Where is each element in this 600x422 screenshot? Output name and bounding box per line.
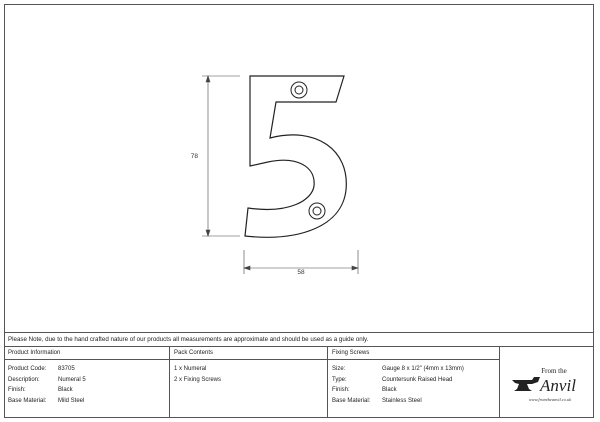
- table-row: [8, 385, 86, 396]
- list-item: 1 x Numeral: [174, 366, 207, 372]
- table-row: [332, 364, 464, 375]
- product-information-section: [4, 347, 170, 418]
- screw-hole-top: [291, 82, 307, 98]
- screw-hole-bottom: [309, 203, 325, 219]
- row-value: 83705: [58, 366, 75, 372]
- height-dimension: [202, 76, 240, 236]
- row-label: Base Material:: [332, 397, 371, 404]
- from-the-anvil-logo: [500, 347, 594, 419]
- row-value: Black: [58, 387, 73, 393]
- pack-contents-section: [170, 347, 328, 418]
- row-label: Description:: [8, 376, 40, 383]
- list-item: 2 x Fixing Screws: [174, 376, 222, 383]
- row-value: Countersunk Raised Head: [382, 376, 453, 383]
- product-information-table: [8, 364, 86, 406]
- table-row: [332, 385, 464, 396]
- logo-url-text: www.fromtheanvil.co.uk: [528, 397, 572, 402]
- row-label: Size:: [332, 366, 346, 372]
- row-label: Type:: [332, 376, 347, 383]
- product-information-heading: Product Information: [4, 347, 169, 360]
- row-label: Product Code:: [8, 366, 47, 372]
- pack-contents-list: [174, 364, 327, 385]
- fixing-screws-table: [332, 364, 464, 406]
- row-value: Mild Steel: [58, 397, 85, 404]
- table-row: [8, 364, 86, 375]
- row-value: Numeral 5: [58, 376, 86, 383]
- table-row: [332, 396, 464, 407]
- anvil-icon: [512, 377, 540, 391]
- table-row: [332, 375, 464, 386]
- fixing-screws-heading: Fixing Screws: [328, 347, 499, 360]
- width-label: 58: [297, 269, 305, 276]
- row-label: Finish:: [8, 387, 26, 393]
- pack-contents-heading: Pack Contents: [170, 347, 327, 360]
- row-value: Black: [382, 387, 397, 393]
- logo-brand-text: Anvil: [540, 376, 576, 395]
- table-row: [8, 375, 86, 386]
- row-label: Base Material:: [8, 397, 47, 404]
- disclaimer-note: Please Note, due to the hand crafted nature of our products all measurements are approximate and should be used as a guide only.: [4, 332, 594, 346]
- row-value: Gauge 8 x 1/2" (4mm x 13mm): [382, 366, 464, 372]
- numeral-five-outline: [245, 76, 346, 237]
- row-value: Stainless Steel: [382, 397, 422, 404]
- logo-from-the-text: From the: [541, 367, 567, 375]
- info-table: [4, 346, 594, 418]
- fixing-screws-section: [328, 347, 500, 418]
- row-label: Finish:: [332, 387, 350, 393]
- height-label: 78: [190, 153, 198, 160]
- table-row: [8, 396, 86, 407]
